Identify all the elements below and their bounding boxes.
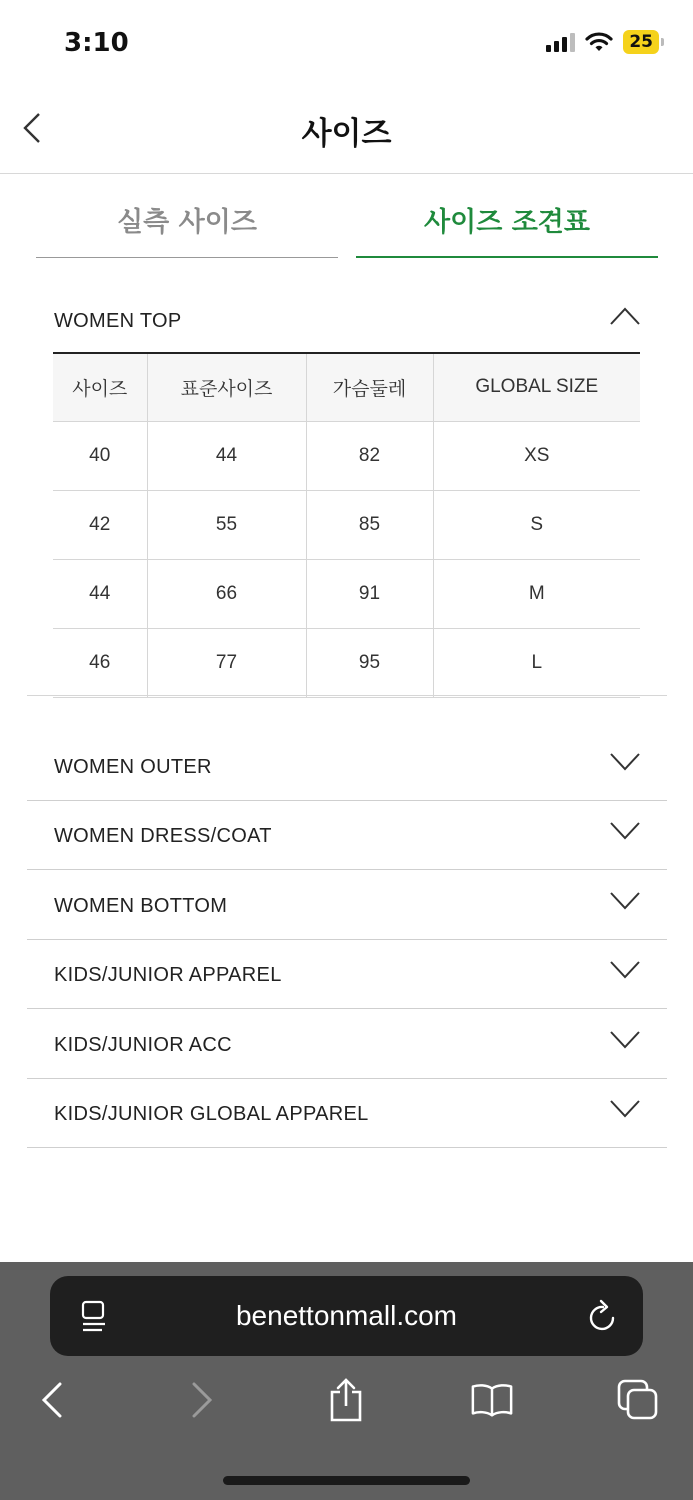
page-title: 사이즈 [301, 116, 392, 152]
table-row [53, 559, 640, 628]
table-row [53, 421, 640, 490]
size-tabs [36, 200, 658, 260]
table-cell: 85 [306, 490, 433, 559]
tab-size-chart[interactable] [356, 200, 658, 258]
section-header-kids-junior-global-apparel[interactable] [27, 1079, 667, 1148]
table-cell: 44 [147, 421, 306, 490]
table-cell: XS [433, 421, 640, 490]
table-cell: S [433, 490, 640, 559]
divider [27, 695, 667, 696]
status-icons [545, 30, 659, 54]
table-cell: 77 [147, 628, 306, 697]
reload-icon[interactable] [587, 1298, 619, 1334]
chevron-right-icon [190, 1382, 214, 1418]
chevron-up-icon [609, 304, 641, 328]
section-header-women-top[interactable] [27, 286, 667, 352]
column-header: 사이즈 [53, 353, 147, 421]
chevron-down-icon [609, 1028, 641, 1052]
table-cell: 44 [53, 559, 147, 628]
table-row [53, 628, 640, 697]
column-header: 표준사이즈 [147, 353, 306, 421]
table-cell: 82 [306, 421, 433, 490]
section-kids-junior-acc [27, 1010, 667, 1079]
table-header-row [53, 353, 640, 421]
chevron-down-icon [609, 1097, 641, 1121]
browser-forward-button[interactable] [180, 1378, 224, 1422]
section-kids-junior-apparel [27, 940, 667, 1009]
table-cell: L [433, 628, 640, 697]
address-bar[interactable] [50, 1276, 643, 1356]
section-header-kids-junior-acc[interactable] [27, 1010, 667, 1079]
chevron-down-icon [609, 819, 641, 843]
section-women-top [27, 286, 667, 352]
section-title: WOMEN BOTTOM [54, 895, 228, 917]
book-icon [470, 1382, 514, 1418]
column-header: GLOBAL SIZE [433, 353, 640, 421]
section-title: KIDS/JUNIOR APPAREL [54, 964, 282, 986]
size-chart-table [53, 352, 640, 698]
section-title: KIDS/JUNIOR GLOBAL APPAREL [54, 1103, 369, 1125]
tab-label: 실측 사이즈 [117, 207, 257, 238]
section-kids-junior-global-apparel [27, 1079, 667, 1148]
tabs-button[interactable] [616, 1378, 660, 1422]
cellular-signal-icon [545, 32, 575, 52]
section-title: KIDS/JUNIOR ACC [54, 1034, 232, 1056]
table-cell: 91 [306, 559, 433, 628]
url-text: benettonmall.com [235, 1300, 457, 1331]
browser-back-button[interactable] [30, 1378, 74, 1422]
chevron-down-icon [609, 889, 641, 913]
chevron-down-icon [609, 750, 641, 774]
table-row [53, 490, 640, 559]
share-button[interactable] [324, 1378, 368, 1422]
section-header-women-bottom[interactable] [27, 871, 667, 940]
chevron-down-icon [609, 958, 641, 982]
browser-toolbar [0, 1262, 693, 1500]
home-indicator [223, 1476, 470, 1485]
table-cell: M [433, 559, 640, 628]
section-women-dress-coat [27, 801, 667, 870]
section-header-women-outer[interactable] [27, 732, 667, 801]
table-cell: 46 [53, 628, 147, 697]
wifi-icon [585, 32, 613, 52]
table-cell: 40 [53, 421, 147, 490]
bookmarks-button[interactable] [470, 1378, 514, 1422]
section-title: WOMEN TOP [54, 310, 182, 332]
column-header: 가슴둘레 [306, 353, 433, 421]
section-header-women-dress-coat[interactable] [27, 801, 667, 870]
table-cell: 66 [147, 559, 306, 628]
table-cell: 95 [306, 628, 433, 697]
section-title: WOMEN DRESS/COAT [54, 825, 272, 847]
section-header-kids-junior-apparel[interactable] [27, 940, 667, 1009]
tabs-icon [616, 1378, 660, 1422]
table-cell: 55 [147, 490, 306, 559]
tab-label: 사이즈 조견표 [424, 207, 590, 238]
chevron-left-icon [40, 1382, 64, 1418]
section-title: WOMEN OUTER [54, 756, 212, 778]
section-women-bottom [27, 871, 667, 940]
status-bar [0, 0, 693, 90]
section-women-outer [27, 732, 667, 801]
table-cell: 42 [53, 490, 147, 559]
status-time: 3:10 [64, 28, 129, 58]
share-icon [328, 1378, 364, 1422]
battery-indicator: 25 [623, 30, 659, 54]
tab-measured-size[interactable] [36, 200, 338, 258]
page-header [0, 90, 693, 174]
